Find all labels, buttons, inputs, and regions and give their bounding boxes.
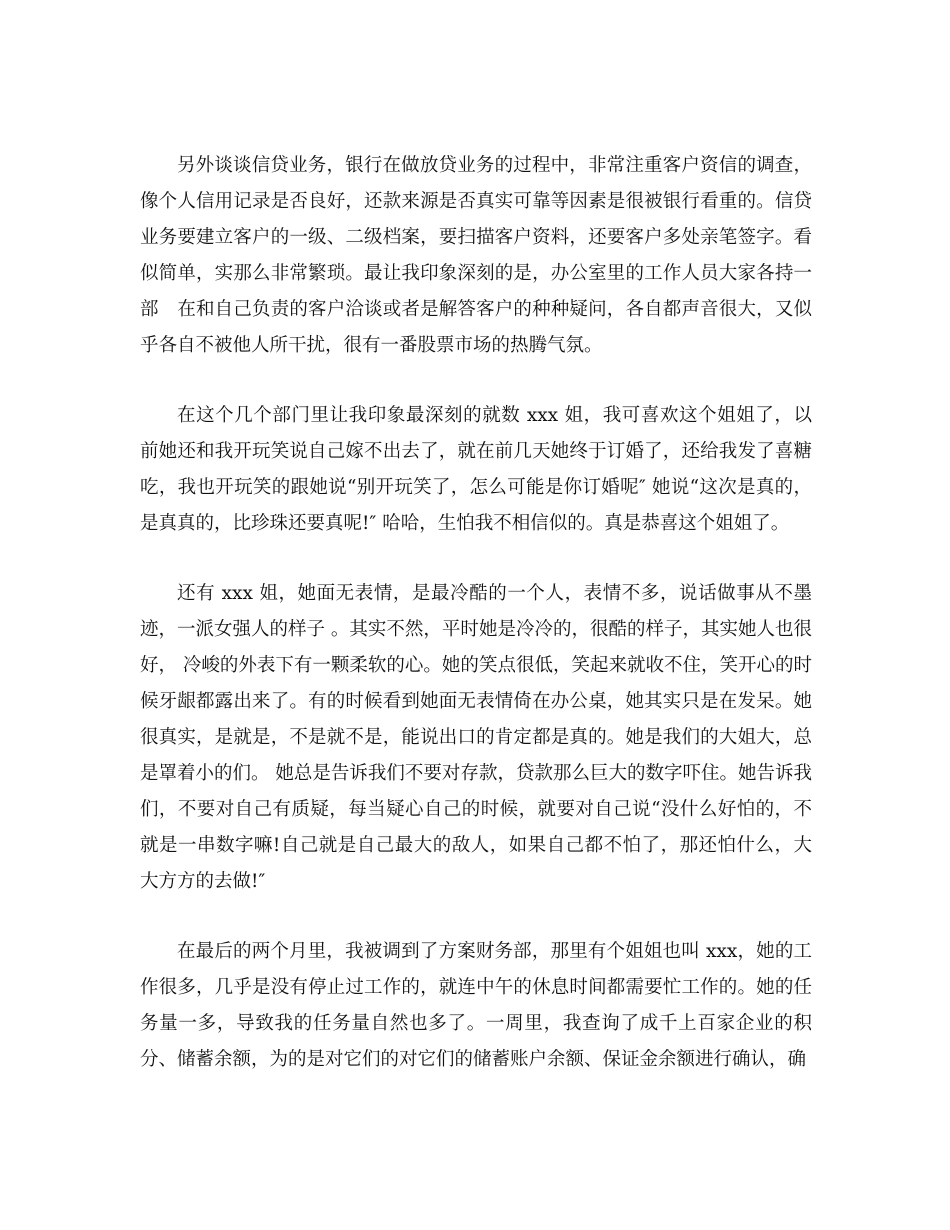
document-body: [140, 148, 812, 1078]
paragraph-finance-department: 在最后的两个月里，我被调到了方案财务部，那里有个姐姐也叫 xxx，她的工作很多，几乎是没有停止过工作的，就连中午的休息时间都需要忙工作的。她的任务量一多，导致我的任务量自然也多了。一周里，我查询了成千上百家企业的积分、储蓄余额，为的是对它们的对它们的储蓄账户余额、保证金余额进行确认，确: [140, 941, 812, 1070]
paragraph-engaged-colleague: 在这个几个部门里让我印象最深刻的就数 xxx 姐，我可喜欢这个姐姐了，以前她还和我开玩笑说自己嫁不出去了，就在前几天她终于订婚了，还给我发了喜糖吃，我也开玩笑的跟她说“别开玩笑了，怎么可能是你订婚呢″ 她说“这次是真的，是真真的，比珍珠还要真呢!″ 哈哈，生怕我不相信似的。真是恭喜这个姐姐了。: [140, 405, 812, 534]
paragraph-cool-colleague: 还有 xxx 姐，她面无表情，是最冷酷的一个人，表情不多，说话做事从不墨迹，一派女强人的样子 。其实不然，平时她是冷冷的，很酷的样子，其实她人也很好， 冷峻的外表下有一颗柔软的心。她的笑点很低，笑起来就收不住，笑开心的时候牙龈都露出来了。有的时候看到她面无表情倚在办公桌，她其实只是在发呆。她很真实，是就是，不是就不是，能说出口的肯定都是真的。她是我们的大姐大，总是罩着小的们。 她总是告诉我们不要对存款，贷款那么巨大的数字吓住。她告诉我们，不要对自己有质疑，每当疑心自己的时候，就要对自己说“没什么好怕的，不就是一串数字嘛!自己就是自己最大的敌人，如果自己都不怕了，那还怕什么，大大方方的去做!″: [140, 583, 812, 892]
paragraph-credit-business: 另外谈谈信贷业务，银行在做放贷业务的过程中，非常注重客户资信的调查，像个人信用记录是否良好，还款来源是否真实可靠等因素是很被银行看重的。信贷业务要建立客户的一级、二级档案，要扫描客户资料，还要客户多处亲笔签字。看似简单，实那么非常繁琐。最让我印象深刻的是，办公室里的工作人员大家各持一部 在和自己负责的客户洽谈或者是解答客户的种种疑问，各自都声音很大，又似乎各自不被他人所干扰，很有一番股票市场的热腾气氛。: [140, 155, 812, 356]
